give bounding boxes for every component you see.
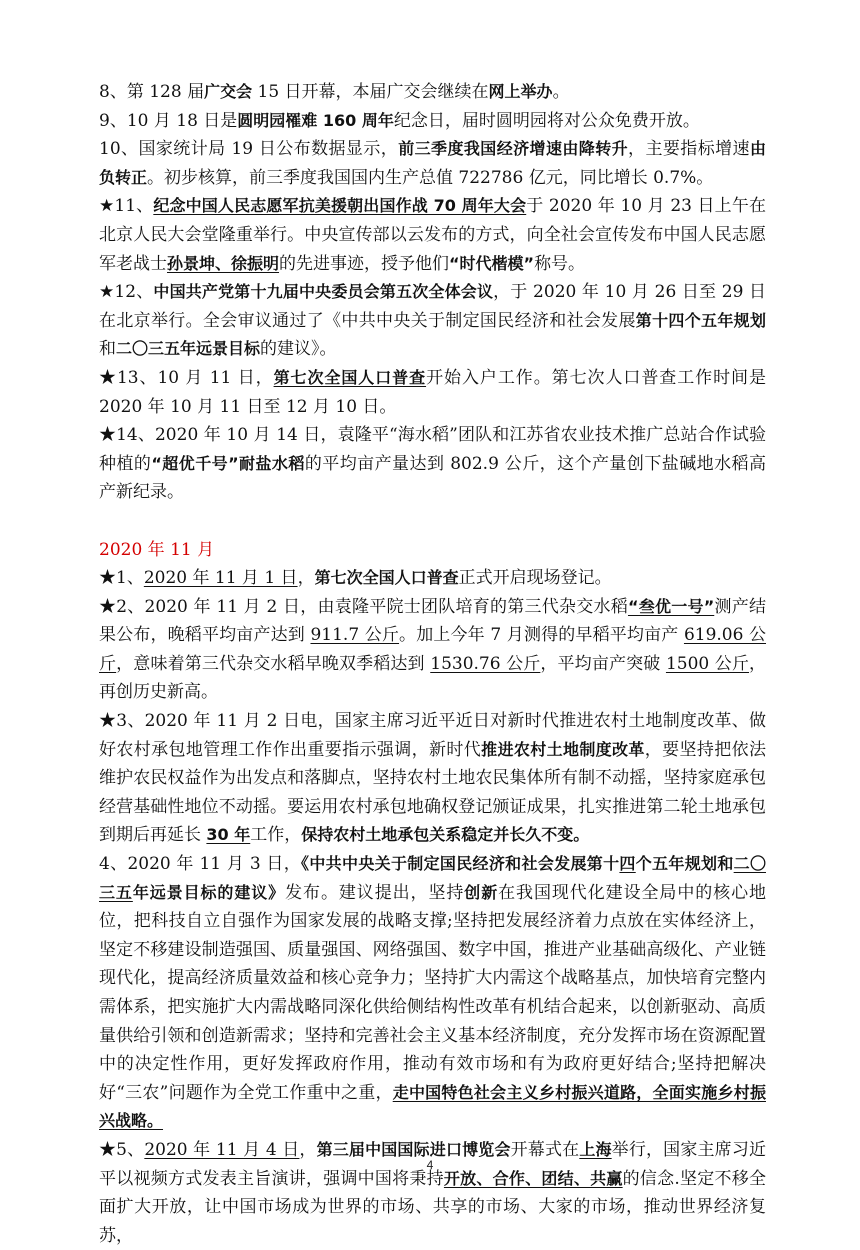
item-text: 。加上今年 7 月测得的早稻平均亩产 [399, 625, 684, 646]
item-highlight: 四 [619, 854, 636, 874]
news-item-14 [99, 421, 766, 507]
item-text: 的建议》。 [260, 339, 337, 360]
news-item-8 [99, 78, 766, 107]
item-text: ， [297, 568, 315, 589]
item-text: 开始入户工作。第七次人口普查工作时间是 2020 年 10 月 11 日至 12 月 10 日。 [99, 367, 766, 417]
item-text: ★13、10 月 11 日， [99, 367, 274, 388]
item-highlight: 保持农村土地承包关系稳定并长久不变。 [301, 825, 590, 845]
news-item-nov-4 [99, 850, 766, 1136]
news-item-nov-1 [99, 564, 766, 593]
item-text: 举行，国家主席习近平以视频方式发表主旨演讲，强调中国将秉持 [99, 1139, 767, 1189]
news-item-10 [99, 135, 766, 192]
item-text: ★12、 [99, 282, 154, 303]
month-heading: 2020 年 11 月 [99, 539, 215, 560]
item-text: 的信念.坚定不移全面扩大开放，让中国市场成为世界的市场、共享的市场、大家的市场，推动世界经济复苏， [99, 1168, 766, 1246]
item-text: ★2、2020 年 11 月 2 日，由袁隆平院士团队培育的第三代杂交水稻 [99, 596, 628, 617]
news-item-12 [99, 278, 766, 364]
item-text: ★11、 [99, 196, 154, 217]
item-highlight: 孙景坤、徐振明 [167, 253, 280, 273]
item-text: 在我国现代化建设全局中的核心地位，把科技自立自强作为国家发展的战略支撑;坚持把发展经济着力点放在实体经济上，坚定不移建设制造强国、质量强国、网络强国、数字中国，推进产业基础高级化、产业链现代化，提高经济质量效益和核心竞争力；坚持扩大内需这个战略基点，加快培育完整内需体系，把实施扩大内需战略同深化供给侧结构性改革有机结合起来，以创新驱动、高质量供给引领和创造新需求；坚持和完善社会主义基本经济制度，充分发挥市场在资源配置中的决定性作用，更好发挥政府作用，推动有效市场和有为政府更好结合;坚持把解决好“三农”问题作为全党工作重中之重， [99, 882, 766, 1103]
item-text: ， [299, 1139, 317, 1160]
item-highlight: 由负转正 [99, 139, 766, 187]
item-highlight: 创新 [464, 882, 499, 902]
item-date: 2020 年 11 月 4 日 [144, 1139, 300, 1160]
news-item-nov-5 [99, 1136, 766, 1250]
item-text: 的先进事迹，授予他们 [279, 253, 450, 274]
item-highlight: 第七次全国人口普查 [314, 568, 459, 588]
item-figure: 619.06 公斤 [99, 625, 767, 674]
item-text: 开幕式在 [510, 1139, 580, 1160]
item-highlight: 中国共产党第十九届中央委员会第五次全体会议 [153, 282, 494, 302]
item-highlight: 前三季度我国经济增速由降转升 [398, 139, 629, 159]
item-highlight: 走中国特色社会主义乡村振兴道路，全面实施乡村振兴战略。 [99, 1082, 766, 1131]
item-highlight: 个五年规划和 [635, 854, 734, 874]
item-highlight: 二〇三五年远景目标 [116, 339, 261, 359]
item-highlight: 网上举办 [488, 82, 553, 101]
item-highlight: 圆明园罹难 160 周年 [237, 110, 394, 130]
item-highlight: 《中共中央关于制定国民经济和社会发展第十 [301, 854, 620, 874]
item-text: ，平均亩产突破 [540, 653, 666, 674]
item-text: 和 [99, 339, 116, 360]
item-text: 9、10 月 18 日是 [99, 110, 238, 131]
item-text: 。 [552, 82, 570, 102]
item-text: 测产结果公布，晚稻平均亩产达到 [99, 596, 767, 646]
item-text: ★5、 [99, 1139, 145, 1160]
item-figure: 911.7 公斤 [310, 625, 400, 646]
item-highlight: 第七次全国人口普查 [273, 367, 427, 387]
item-text: 称号。 [534, 253, 586, 274]
news-item-11 [99, 192, 766, 278]
news-item-nov-3 [99, 707, 766, 850]
item-highlight: 广交会 [204, 82, 253, 101]
item-text: 15 日开幕，本届广交会继续在 [252, 82, 489, 102]
item-text: ，主要指标增速 [628, 139, 750, 160]
news-item-13 [99, 364, 766, 421]
item-text: 10、国家统计局 19 日公布数据显示， [99, 139, 399, 160]
item-highlight: 推进农村土地制度改革 [481, 739, 645, 759]
item-highlight: 年远景目标的建议》 [132, 882, 286, 902]
item-figure: 1500 公斤 [665, 653, 750, 674]
item-highlight: 上海 [579, 1139, 612, 1159]
item-text: 的平均亩产量达到 802.9 公斤，这个产量创下盐碱地水稻高产新纪录。 [99, 453, 766, 503]
item-text: ★14、2020 年 10 月 14 日，袁隆平“海水稻”团队和江苏省农业技术推广总站合作试验种植的 [99, 425, 766, 474]
item-highlight: 30 年 [206, 825, 251, 845]
item-text: ，再创历史新高。 [99, 653, 767, 703]
item-highlight: “时代楷模” [449, 253, 535, 273]
item-highlight: 纪念中国人民志愿军抗美援朝出国作战 70 周年大会 [153, 196, 527, 216]
item-text: 于 2020 年 10 月 23 日上午在北京人民大会堂隆重举行。中央宣传部以云发布的方式，向全社会宣传发布中国人民志愿军老战士 [99, 196, 766, 274]
item-figure: 1530.76 公斤 [430, 653, 541, 674]
item-text: ★3、2020 年 11 月 2 日电，国家主席习近平近日对新时代推进农村土地制度改革、做好农村承包地管理工作作出重要指示强调，新时代 [99, 711, 766, 760]
item-text: ，要坚持把依法维护农民权益作为出发点和落脚点，坚持农村土地农民集体所有制不动摇，坚持家庭承包经营基础性地位不动摇。要运用农村承包地确权登记颁证成果，扎实推进第二轮土地承包到期后再延长 [99, 739, 767, 846]
item-text: ，于 2020 年 10 月 26 日至 29 日在北京举行。全会审议通过了《中共中央关于制定国民经济和社会发展 [99, 282, 766, 331]
item-text: ★1、 [99, 568, 144, 589]
news-item-9 [99, 107, 766, 136]
item-highlight: “叁优一号” [627, 596, 715, 616]
item-text: 。初步核算，前三季度我国国内生产总值 722786 亿元，同比增长 0.7%。 [147, 167, 714, 188]
item-text: 4、2020 年 11 月 3 日， [99, 854, 302, 875]
item-highlight: “超优千号”耐盐水稻 [151, 453, 305, 473]
item-text: 正式开启现场登记。 [458, 568, 612, 589]
news-item-nov-2 [99, 593, 766, 707]
item-text: 工作， [250, 825, 302, 846]
item-highlight: 第十四个五年规划 [635, 310, 766, 330]
item-text: 8、第 128 届 [99, 82, 205, 102]
item-text: 纪念日，届时圆明园将对公众免费开放。 [393, 110, 700, 131]
item-date: 2020 年 11 月 1 日 [143, 568, 298, 589]
item-text: ，意味着第三代杂交水稻早晚双季稻达到 [116, 653, 431, 674]
item-text: 发布。建议提出，坚持 [285, 882, 465, 903]
item-highlight: 开放、合作、团结、共赢 [443, 1168, 623, 1188]
item-highlight: 二〇三五 [99, 854, 766, 902]
page-number: 4 [426, 1158, 434, 1172]
item-highlight: 第三届中国国际进口博览会 [316, 1139, 511, 1159]
